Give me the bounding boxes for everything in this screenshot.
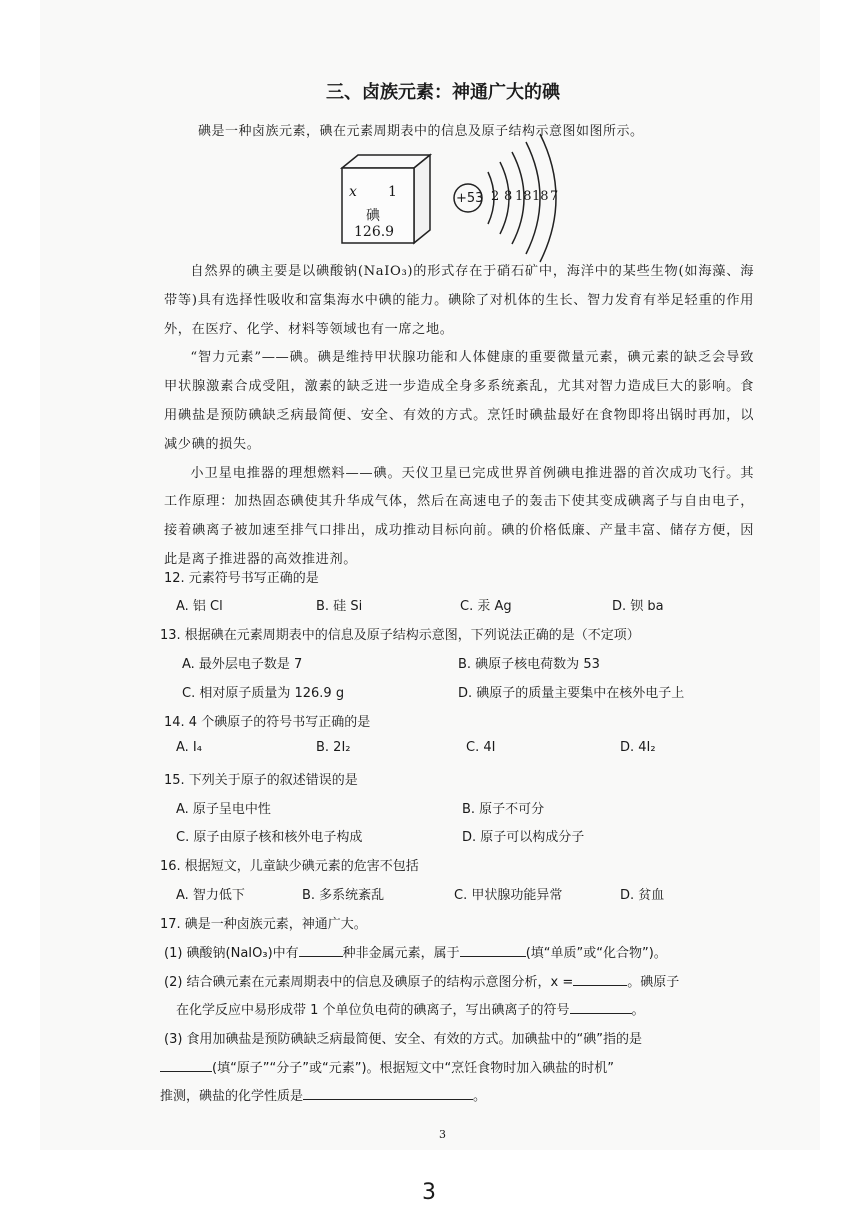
q15-stem: 15. 下列关于原子的叙述错误的是 [164,773,358,788]
q15-option-a: A. 原子呈电中性 [176,802,271,817]
shell-count-4: 18 [532,189,549,204]
q17-blank-chemical-property[interactable] [303,1087,473,1100]
q12-option-c: C. 汞 Ag [460,599,512,614]
q14-option-a: A. I₄ [176,740,202,755]
reading-passage [164,258,754,575]
q15-option-c: C. 原子由原子核和核外电子构成 [176,830,363,845]
passage-paragraph-3: 小卫星电推器的理想燃料——碘。天仪卫星已完成世界首例碘电推进器的首次成功飞行。其工作原理：加热固态碘使其升华成气体，然后在高速电子的轰击下使其变成碘离子与自由电子，接着碘离子被加速至排气口排出，成功推动目标向前。碘的价格低廉、产量丰富、储存方便，因此是离子推进器的高效推进剂。 [164,465,754,567]
q17-blank-x-value[interactable] [573,973,627,986]
q12-option-b: B. 硅 Si [316,599,363,614]
q17-part3-text-d: 。 [473,1089,487,1104]
q17-part1-text-c: (填“单质”或“化合物”)。 [525,946,667,961]
q17-part3-text-b: (填“原子”“分子”或“元素”)。根据短文中“烹饪食物时加入碘盐的时机” [212,1061,615,1076]
q16-stem: 16. 根据短文，儿童缺少碘元素的危害不包括 [160,859,419,874]
shell-count-5: 7 [550,189,559,204]
q17-part2 [164,971,679,990]
intro-text: 碘是一种卤族元素，碘在元素周期表中的信息及原子结构示意图如图所示。 [198,124,644,139]
element-name: 碘 [366,208,380,224]
q16-option-d: D. 贫血 [620,888,665,903]
element-symbol: x [349,184,357,200]
q14-option-b: B. 2I₂ [316,740,351,755]
q13-option-d: D. 碘原子的质量主要集中在核外电子上 [458,686,685,701]
q17-blank-iodine-form[interactable] [160,1059,212,1072]
q17-part3: (3) 食用加碘盐是预防碘缺乏病最简便、安全、有效的方式。加碘盐中的“碘”指的是 [164,1032,643,1047]
q13-option-c: C. 相对原子质量为 126.9 g [182,686,345,701]
passage-paragraph-2: “智力元素”——碘。碘是维持甲状腺功能和人体健康的重要微量元素，碘元素的缺乏会导致甲状腺激素合成受阻，激素的缺乏进一步造成全身多系统紊乱，尤其对智力造成巨大的影响。食用碘盐是预防碘缺乏病最简便、安全、有效的方式。烹饪时碘盐最好在食物即将出锅时再加，以减少碘的损失。 [164,350,754,452]
q16-option-a: A. 智力低下 [176,888,245,903]
q17-part2-text-d: 。 [631,1003,645,1018]
q17-part2-text-a: (2) 结合碘元素在元素周期表中的信息及碘原子的结构示意图分析，x = [164,975,574,990]
shell-count-1: 2 [491,189,500,204]
page-number-large: 3 [422,1180,436,1205]
q17-stem: 17. 碘是一种卤族元素，神通广大。 [160,917,367,932]
q17-part1-text-b: 种非金属元素，属于 [342,946,460,961]
q15-option-d: D. 原子可以构成分子 [462,830,585,845]
element-number: 1 [388,184,397,200]
shell-count-2: 8 [504,189,513,204]
q13-stem: 13. 根据碘在元素周期表中的信息及原子结构示意图，下列说法正确的是（不定项） [160,628,640,643]
q17-part3-line2 [160,1057,614,1076]
q17-part3-line3 [160,1085,486,1104]
q13-option-a: A. 最外层电子数是 7 [182,657,303,672]
passage-paragraph-1: 自然界的碘主要是以碘酸钠(NaIO₃)的形式存在于硝石矿中，海洋中的某些生物(如海藻、海带等)具有选择性吸收和富集海水中碘的能力。碘除了对机体的生长、智力发育有举足轻重的作用外，在医疗、化学、材料等领域也有一席之地。 [164,264,754,337]
nucleus-charge: +53 [456,191,484,206]
section-title: 三、卤族元素：神通广大的碘 [326,82,560,103]
q16-option-c: C. 甲状腺功能异常 [454,888,563,903]
element-mass: 126.9 [354,224,395,240]
q17-part2-line2 [176,999,645,1018]
q14-option-d: D. 4I₂ [620,740,656,755]
q17-blank-substance-type[interactable] [460,944,526,957]
shell-count-3: 18 [515,189,532,204]
q12-option-d: D. 钡 ba [612,599,664,614]
q17-part3-text-c: 推测，碘盐的化学性质是 [160,1089,304,1104]
q14-option-c: C. 4I [466,740,496,755]
q17-part2-text-c: 在化学反应中易形成带 1 个单位负电荷的碘离子，写出碘离子的符号 [176,1003,570,1018]
q17-part1 [164,942,667,961]
q15-option-b: B. 原子不可分 [462,802,545,817]
q17-part1-text-a: (1) 碘酸钠(NaIO₃)中有 [164,946,299,961]
q13-option-b: B. 碘原子核电荷数为 53 [458,657,600,672]
q17-blank-element-count[interactable] [299,944,343,957]
q14-stem: 14. 4 个碘原子的符号书写正确的是 [164,715,371,730]
q16-option-b: B. 多系统紊乱 [302,888,385,903]
page-number: 3 [439,1128,446,1141]
q17-blank-ion-symbol[interactable] [570,1001,632,1014]
q12-stem: 12. 元素符号书写正确的是 [164,571,319,586]
q12-option-a: A. 铝 Cl [176,599,223,614]
q17-part2-text-b: 。碘原子 [627,975,680,990]
